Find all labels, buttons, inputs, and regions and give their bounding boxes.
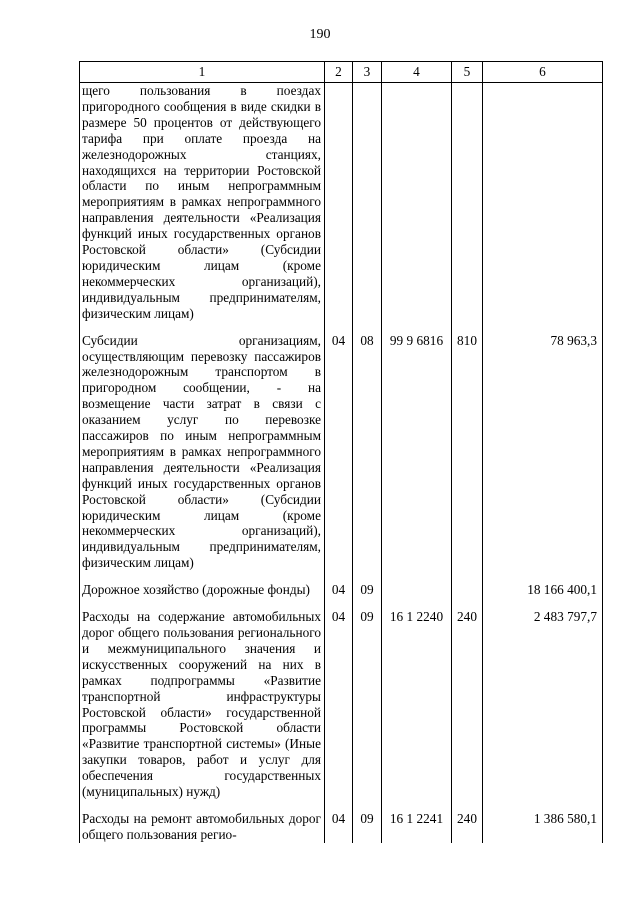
- row-amount: 2 483 797,7: [483, 609, 603, 800]
- row-subsection: 09: [353, 609, 382, 800]
- table-header-row: [80, 62, 603, 83]
- column-header-name: 1: [80, 62, 325, 83]
- row-name: Расходы на содержание автомобильных дорог общего пользования регионального и межмуниципального значения и искусственных сооружений на них в рамках подпрограммы «Развитие транспортной инфраструктуры Ростовской области» государственной программы Ростовской области «Развитие транспортной системы» (Иные закупки товаров, работ и услуг для обеспечения государственных (муниципальных) нужд): [80, 609, 325, 800]
- row-subsection: 08: [353, 333, 382, 572]
- row-section: 04: [325, 582, 353, 598]
- row-spacer: [80, 322, 603, 333]
- row-expense-type: 240: [452, 609, 483, 800]
- row-section: 04: [325, 609, 353, 800]
- row-expense-type: [452, 83, 483, 322]
- row-target-article: 16 1 2240: [382, 609, 452, 800]
- column-header-target-article: 4: [382, 62, 452, 83]
- row-expense-type: 810: [452, 333, 483, 572]
- row-spacer: [80, 800, 603, 811]
- row-target-article: [382, 83, 452, 322]
- table-row: [80, 333, 603, 572]
- row-target-article: [382, 582, 452, 598]
- page-number: 190: [309, 27, 331, 42]
- row-expense-type: 240: [452, 811, 483, 843]
- budget-table: [79, 61, 603, 843]
- row-amount: [483, 83, 603, 322]
- row-spacer: [80, 598, 603, 609]
- row-expense-type: [452, 582, 483, 598]
- row-name: Дорожное хозяйство (дорожные фонды): [80, 582, 325, 598]
- row-amount: 18 166 400,1: [483, 582, 603, 598]
- row-subsection: [353, 83, 382, 322]
- row-target-article: 99 9 6816: [382, 333, 452, 572]
- row-subsection: 09: [353, 582, 382, 598]
- row-amount: 1 386 580,1: [483, 811, 603, 843]
- row-name: Субсидии организациям, осуществляющим перевозку пассажиров железнодорожным транспортом в пригородном сообщении, - на возмещение части затрат в связи с оказанием услуг по перевозке пассажиров по иным непрограммным мероприятиям в рамках непрограммного направления деятельности «Реализация функций иных государственных органов Ростовской области» (Субсидии юридическим лицам (кроме некоммерческих организаций), индивидуальным предпринимателям, физическим лицам): [80, 333, 325, 572]
- table-row: [80, 811, 603, 843]
- column-header-amount: 6: [483, 62, 603, 83]
- row-section: [325, 83, 353, 322]
- column-header-section: 2: [325, 62, 353, 83]
- row-name: Расходы на ремонт автомобильных дорог общего пользования регио-: [80, 811, 325, 843]
- table-row: [80, 83, 603, 322]
- table-row: [80, 582, 603, 598]
- row-target-article: 16 1 2241: [382, 811, 452, 843]
- row-section: 04: [325, 333, 353, 572]
- row-name: щего пользования в поездах пригородного сообщения в виде скидки в размере 50 процентов от действующего тарифа при оплате проезда на железнодорожных станциях, находящихся на территории Ростовской области по иным непрограммным мероприятиям в рамках непрограммного направления деятельности «Реализация функций иных государственных органов Ростовской области» (Субсидии юридическим лицам (кроме некоммерческих организаций), индивидуальным предпринимателям, физическим лицам): [80, 83, 325, 322]
- row-amount: 78 963,3: [483, 333, 603, 572]
- column-header-subsection: 3: [353, 62, 382, 83]
- table-row: [80, 609, 603, 800]
- row-spacer: [80, 571, 603, 582]
- column-header-expense-type: 5: [452, 62, 483, 83]
- row-section: 04: [325, 811, 353, 843]
- row-subsection: 09: [353, 811, 382, 843]
